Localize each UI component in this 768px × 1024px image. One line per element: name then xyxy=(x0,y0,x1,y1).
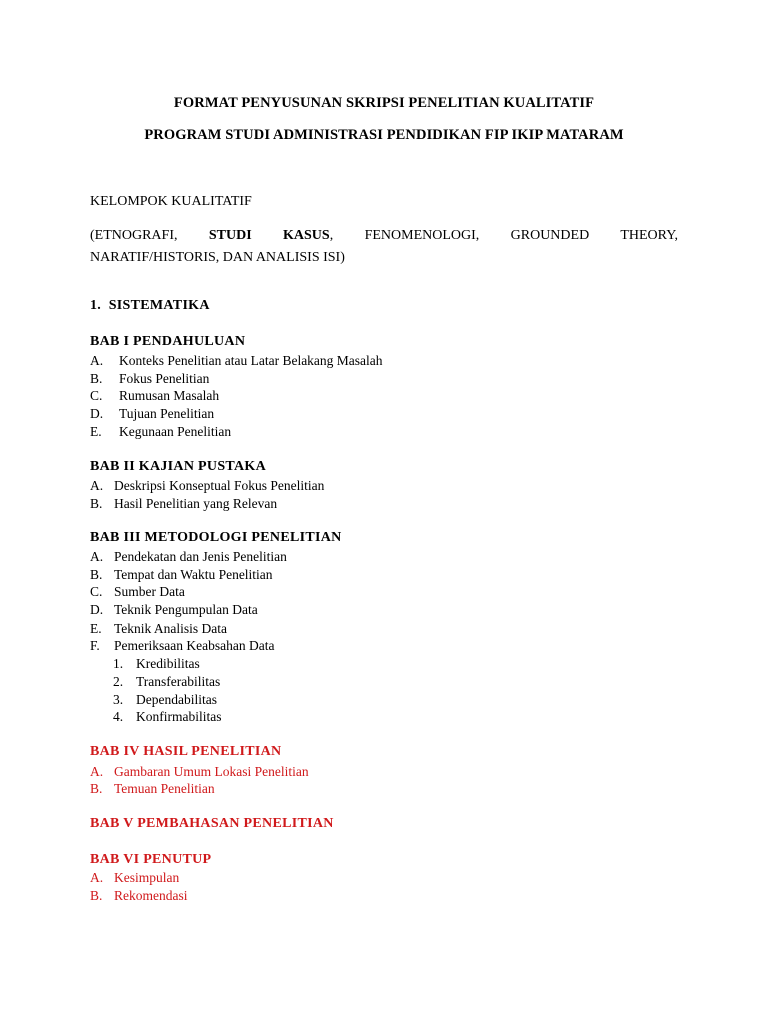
list-item: A. Gambaran Umum Lokasi Penelitian xyxy=(90,764,309,779)
bab2-heading: BAB II KAJIAN PUSTAKA xyxy=(90,459,267,474)
bab4-heading: BAB IV HASIL PENELITIAN xyxy=(90,744,282,759)
list-item: B. Rekomendasi xyxy=(90,888,188,903)
list-item: E. Teknik Analisis Data xyxy=(90,621,228,636)
kelompok-list-line2: NARATIF/HISTORIS, DAN ANALISIS ISI) xyxy=(90,250,345,265)
list-item: F. Pemeriksaan Keabsahan Data xyxy=(90,638,275,653)
kelompok-word: (ETNOGRAFI, xyxy=(90,228,178,243)
sub-list-item: 2. Transferabilitas xyxy=(113,674,221,689)
list-item: B. Tempat dan Waktu Penelitian xyxy=(90,567,273,582)
bab3-heading: BAB III METODOLOGI PENELITIAN xyxy=(90,530,342,545)
list-item: A. Pendekatan dan Jenis Penelitian xyxy=(90,549,287,564)
kelompok-word-bold: STUDI KASUS, xyxy=(208,228,334,243)
document-subtitle: PROGRAM STUDI ADMINISTRASI PENDIDIKAN FIP IKIP MATARAM xyxy=(144,127,624,143)
list-item: D. Tujuan Penelitian xyxy=(90,406,215,421)
kelompok-word: THEORY, xyxy=(620,228,679,243)
section-number: 1. xyxy=(90,298,102,313)
list-item: B. Temuan Penelitian xyxy=(90,781,215,796)
section-heading xyxy=(90,298,210,314)
list-item: D. Teknik Pengumpulan Data xyxy=(90,602,258,617)
kelompok-word: FENOMENOLOGI, xyxy=(364,228,480,243)
kelompok-label: KELOMPOK KUALITATIF xyxy=(90,194,252,209)
list-item: A. Konteks Penelitian atau Latar Belakang Masalah xyxy=(90,353,383,368)
kelompok-word: GROUNDED xyxy=(510,228,590,243)
sub-list-item: 1. Kredibilitas xyxy=(113,656,200,671)
bab6-heading: BAB VI PENUTUP xyxy=(90,852,212,867)
sub-list-item: 4. Konfirmabilitas xyxy=(113,709,222,724)
document-title: FORMAT PENYUSUNAN SKRIPSI PENELITIAN KUALITATIF xyxy=(173,95,595,111)
list-item: E. Kegunaan Penelitian xyxy=(90,424,232,439)
list-item: C. Rumusan Masalah xyxy=(90,388,220,403)
list-item: B. Fokus Penelitian xyxy=(90,371,210,386)
list-item: A. Kesimpulan xyxy=(90,870,180,885)
list-item: B. Hasil Penelitian yang Relevan xyxy=(90,496,278,511)
bab5-heading: BAB V PEMBAHASAN PENELITIAN xyxy=(90,816,334,831)
bab1-heading: BAB I PENDAHULUAN xyxy=(90,334,246,349)
list-item: A. Deskripsi Konseptual Fokus Penelitian xyxy=(90,478,325,493)
section-label: SISTEMATIKA xyxy=(108,298,210,313)
sub-list-item: 3. Dependabilitas xyxy=(113,692,217,707)
kelompok-list-line1 xyxy=(90,228,678,244)
list-item: C. Sumber Data xyxy=(90,584,185,599)
